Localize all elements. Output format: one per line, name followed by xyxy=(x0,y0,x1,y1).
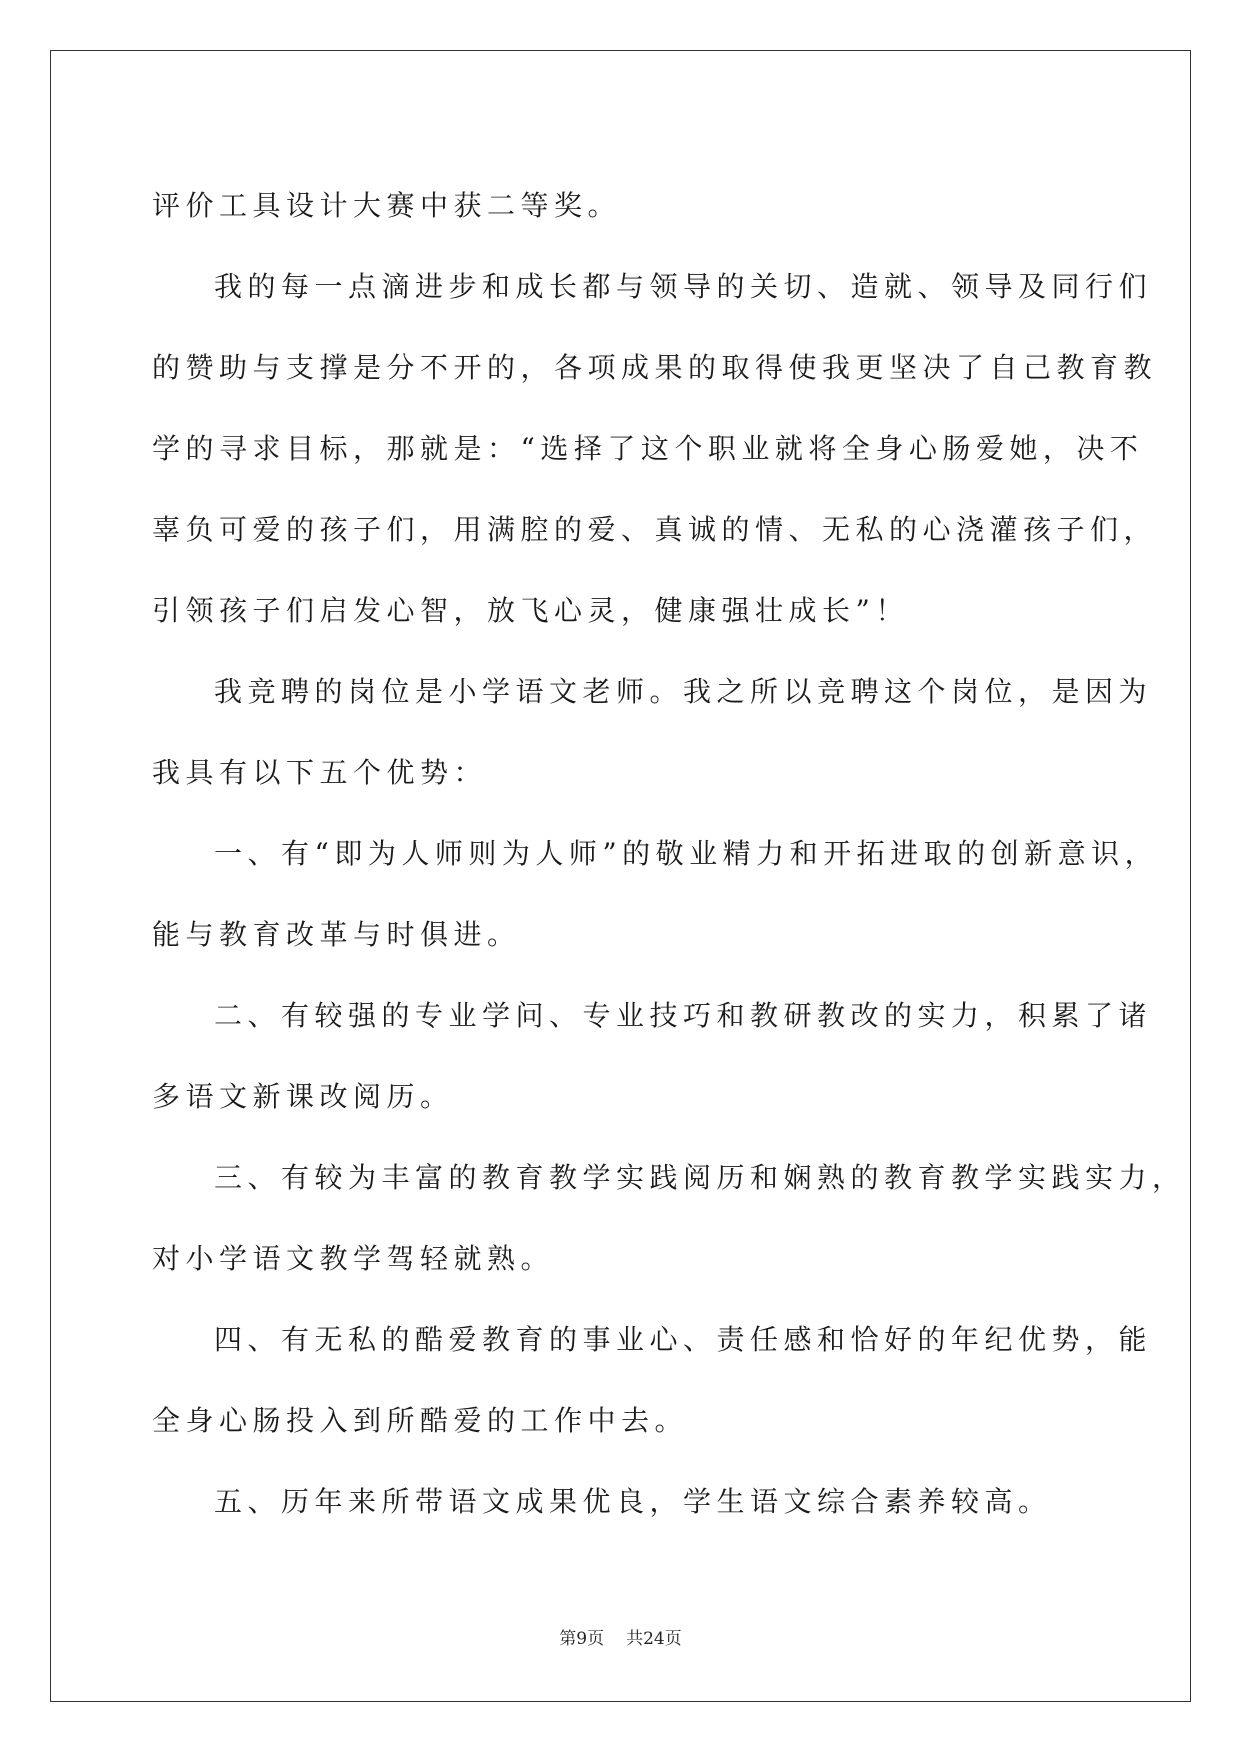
text-line: 能与教育改革与时俱进。 xyxy=(152,918,521,951)
text-line: 评价工具设计大赛中获二等奖。 xyxy=(152,189,622,222)
text-line: 多语文新课改阅历。 xyxy=(152,1080,454,1113)
text-line: 一、有“即为人师则为人师”的敬业精力和开拓进取的创新意识， xyxy=(214,837,1159,870)
text-line: 辜负可爱的孩子们，用满腔的爱、真诚的情、无私的心浇灌孩子们， xyxy=(152,513,1158,546)
text-line: 二、有较强的专业学问、专业技巧和教研教改的实力，积累了诸 xyxy=(214,999,1153,1032)
text-line: 我具有以下五个优势： xyxy=(152,756,488,789)
page-number: 第9页 xyxy=(559,1629,605,1649)
text-line: 我的每一点滴进步和成长都与领导的关切、造就、领导及同行们 xyxy=(214,270,1153,303)
page-footer xyxy=(0,1624,1241,1649)
text-line: 对小学语文教学驾轻就熟。 xyxy=(152,1242,555,1275)
text-line: 五、历年来所带语文成果优良，学生语文综合素养较高。 xyxy=(214,1485,1052,1518)
document-body xyxy=(152,165,1186,1542)
text-line: 引领孩子们启发心智，放飞心灵，健康强壮成长”！ xyxy=(152,594,909,627)
text-line: 的赞助与支撑是分不开的，各项成果的取得使我更坚决了自己教育教 xyxy=(152,351,1158,384)
text-line: 四、有无私的酷爱教育的事业心、责任感和恰好的年纪优势，能 xyxy=(214,1323,1153,1356)
text-line: 学的寻求目标，那就是：“选择了这个职业就将全身心肠爱她，决不 xyxy=(152,432,1144,465)
text-line: 三、有较为丰富的教育教学实践阅历和娴熟的教育教学实践实力， xyxy=(214,1161,1186,1194)
text-line: 我竞聘的岗位是小学语文老师。我之所以竞聘这个岗位，是因为 xyxy=(214,675,1153,708)
text-line: 全身心肠投入到所酷爱的工作中去。 xyxy=(152,1404,689,1437)
page-total: 共24页 xyxy=(626,1629,682,1649)
